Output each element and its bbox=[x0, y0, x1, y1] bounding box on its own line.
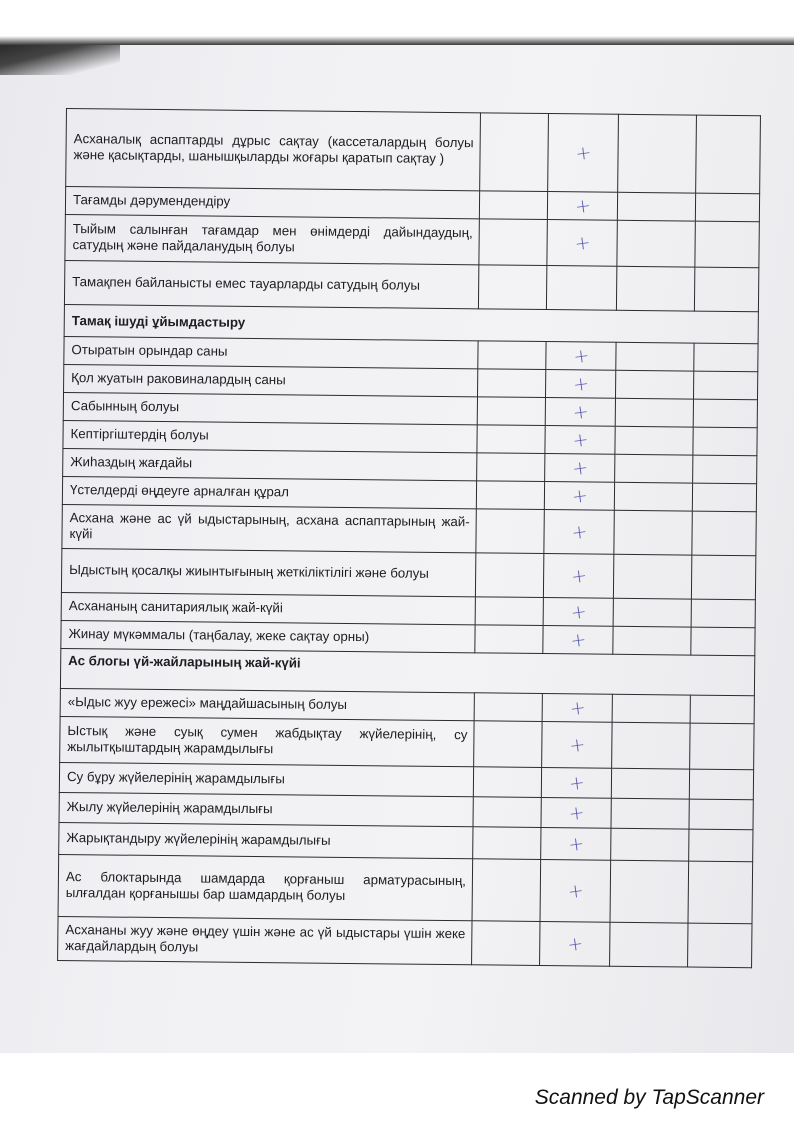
scanned-sheet bbox=[0, 45, 794, 1053]
row-cell-empty bbox=[472, 921, 540, 966]
row-check-mark bbox=[541, 798, 611, 829]
table-row bbox=[58, 854, 753, 923]
row-cell-empty bbox=[691, 627, 755, 656]
row-criterion: Ас блоктарында шамдарда қорғаныш арматурасының, ылғалдан қорғанышы бар шамдардың болуы bbox=[58, 854, 473, 920]
row-cell-empty bbox=[611, 828, 689, 861]
row-criterion: Тамақпен байланысты емес тауарларды сатудың болуы bbox=[64, 260, 478, 308]
row-check-mark bbox=[545, 454, 615, 483]
check-mark-glyph: + bbox=[565, 931, 585, 956]
row-criterion: Тыйым салынған тағамдар мен өнімдерді дайындаудың, сатудың және пайдаланудың болуы bbox=[65, 214, 479, 264]
row-criterion: Асханалық аспаптарды дұрыс сақтау (кассеталардың болуы және қасықтарды, шанышқыларды жоғары қаратып сақтау ) bbox=[66, 109, 481, 191]
row-criterion: Ыдыстың қосалқы жиынтығының жеткіліктілігі және болуы bbox=[61, 548, 475, 596]
row-cell-empty bbox=[614, 510, 692, 555]
row-check-mark bbox=[540, 860, 611, 923]
row-check-mark bbox=[547, 192, 617, 221]
row-cell-empty bbox=[689, 829, 753, 862]
row-cell-empty bbox=[688, 923, 752, 968]
row-cell-empty bbox=[479, 219, 547, 266]
row-check-mark bbox=[546, 342, 616, 371]
row-cell-empty bbox=[695, 193, 759, 222]
row-cell-empty bbox=[618, 114, 697, 193]
row-cell-empty bbox=[476, 509, 544, 554]
row-cell-empty bbox=[473, 767, 541, 798]
row-criterion: «Ыдыс жуу ережесі» маңдайшасының болуы bbox=[60, 688, 474, 720]
check-mark-glyph: + bbox=[573, 193, 592, 218]
table-row bbox=[62, 504, 756, 555]
row-cell-empty bbox=[615, 426, 693, 455]
row-cell-empty bbox=[613, 626, 691, 655]
row-cell-empty bbox=[690, 723, 754, 770]
scanner-watermark: Scanned by TapScanner bbox=[534, 1086, 764, 1109]
row-cell-empty bbox=[473, 797, 541, 828]
row-cell-empty bbox=[474, 693, 542, 722]
row-cell-empty bbox=[612, 722, 690, 769]
row-cell-empty bbox=[474, 721, 542, 768]
row-cell-empty bbox=[616, 266, 694, 311]
check-mark-glyph: + bbox=[570, 455, 590, 480]
row-cell-empty bbox=[477, 453, 545, 482]
row-cell-empty bbox=[694, 267, 758, 312]
table-row bbox=[60, 716, 754, 769]
check-mark-glyph: + bbox=[567, 695, 587, 720]
check-mark-glyph: + bbox=[569, 519, 589, 544]
row-cell-empty bbox=[613, 598, 691, 627]
row-cell-empty bbox=[691, 555, 755, 600]
table-row bbox=[65, 214, 759, 267]
row-cell-empty bbox=[693, 371, 757, 400]
check-mark-glyph: + bbox=[567, 732, 587, 757]
row-check-mark bbox=[544, 510, 614, 555]
row-cell-empty bbox=[688, 861, 753, 924]
row-cell-empty bbox=[615, 454, 693, 483]
row-cell-empty bbox=[475, 597, 543, 626]
row-criterion: Жарықтандыру жүйелерінің жарамдылығы bbox=[59, 822, 473, 858]
row-cell-empty bbox=[477, 369, 545, 398]
row-criterion: Отыратын орындар саны bbox=[64, 336, 478, 368]
check-mark-glyph: + bbox=[570, 483, 589, 508]
row-criterion: Кептіргіштердің болуы bbox=[63, 420, 477, 452]
row-cell-empty bbox=[611, 798, 689, 829]
row-cell-empty bbox=[613, 554, 691, 599]
table-row bbox=[64, 260, 758, 311]
row-check-mark bbox=[540, 922, 610, 967]
row-cell-empty bbox=[475, 625, 543, 654]
row-criterion: Үстелдерді өңдеуге арналған құрал bbox=[62, 476, 476, 508]
check-mark-glyph: + bbox=[568, 627, 588, 652]
row-cell-empty bbox=[477, 425, 545, 454]
table-row bbox=[58, 916, 752, 967]
row-criterion: Су бұру жүйелерінің жарамдылығы bbox=[59, 762, 473, 796]
row-cell-empty bbox=[692, 511, 756, 556]
row-criterion: Ыстық және суық сумен жабдықтау жүйелерінің, су жылытқыштардың жарамдылығы bbox=[60, 716, 474, 766]
row-check-mark bbox=[545, 398, 615, 427]
check-mark-glyph: + bbox=[572, 230, 592, 255]
row-criterion: Жиһаздың жағдайы bbox=[63, 448, 477, 480]
check-mark-glyph: + bbox=[569, 563, 588, 588]
row-cell-empty bbox=[610, 922, 688, 967]
scan-top-margin bbox=[0, 0, 794, 45]
row-cell-empty bbox=[610, 860, 689, 923]
check-mark-glyph: + bbox=[566, 800, 586, 825]
row-cell-empty bbox=[691, 599, 755, 628]
row-cell-empty bbox=[472, 859, 541, 922]
row-cell-empty bbox=[690, 695, 754, 724]
row-criterion: Асхананың санитариялық жай-күйі bbox=[61, 592, 475, 624]
row-cell-empty bbox=[694, 343, 758, 372]
check-mark-glyph: + bbox=[571, 399, 590, 424]
row-check-mark bbox=[542, 722, 612, 769]
row-check-mark bbox=[548, 114, 619, 193]
row-cell-empty bbox=[693, 399, 757, 428]
row-cell-empty bbox=[616, 342, 694, 371]
row-cell-empty bbox=[615, 370, 693, 399]
row-cell-empty bbox=[696, 115, 761, 194]
check-mark-glyph: + bbox=[571, 343, 591, 368]
check-mark-glyph: + bbox=[567, 770, 586, 795]
row-check-mark bbox=[543, 554, 613, 599]
row-check-mark bbox=[547, 220, 617, 267]
check-mark-glyph: + bbox=[568, 599, 588, 624]
row-cell-empty bbox=[479, 191, 547, 220]
row-cell-empty bbox=[475, 553, 543, 598]
row-criterion: Тағамды дәрумендендіру bbox=[65, 187, 479, 219]
row-check-mark bbox=[545, 370, 615, 399]
row-cell-empty bbox=[617, 220, 695, 267]
checklist-table bbox=[57, 108, 761, 968]
table-row bbox=[66, 109, 761, 194]
row-check-mark bbox=[541, 768, 611, 799]
row-criterion: Қол жуатын раковиналардың саны bbox=[64, 364, 478, 396]
row-cell-empty bbox=[615, 398, 693, 427]
row-criterion: Асхананы жуу және өңдеу үшін және ас үй ыдыстары үшін жеке жағдайлардың болуы bbox=[58, 916, 472, 964]
row-cell-empty bbox=[689, 799, 753, 830]
table-row bbox=[61, 548, 755, 599]
scan-footer bbox=[0, 1053, 794, 1123]
row-criterion: Асхана және ас үй ыдыстарының, асхана аспаптарының жай-күйі bbox=[62, 504, 476, 552]
row-check-mark bbox=[545, 426, 615, 455]
row-cell-empty bbox=[692, 483, 756, 512]
checklist-rows bbox=[58, 109, 761, 968]
check-mark-glyph: + bbox=[573, 140, 593, 165]
check-mark-glyph: + bbox=[566, 878, 585, 903]
row-cell-empty bbox=[478, 265, 546, 310]
row-cell-empty bbox=[693, 455, 757, 484]
row-criterion: Жылу жүйелерінің жарамдылығы bbox=[59, 792, 473, 826]
row-cell-empty bbox=[480, 113, 549, 192]
row-cell-empty bbox=[473, 827, 541, 860]
row-criterion: Сабынның болуы bbox=[63, 392, 477, 424]
row-criterion: Жинау мүкәммалы (таңбалау, жеке сақтау орны) bbox=[61, 620, 475, 652]
row-check-mark bbox=[544, 482, 614, 511]
row-cell-empty bbox=[611, 768, 689, 799]
row-check-mark bbox=[546, 266, 616, 311]
row-cell-empty bbox=[476, 481, 544, 510]
row-check-mark bbox=[543, 626, 613, 655]
row-cell-empty bbox=[695, 221, 759, 268]
checklist-table-wrapper bbox=[57, 108, 760, 977]
row-cell-empty bbox=[693, 427, 757, 456]
row-cell-empty bbox=[617, 192, 695, 221]
section-heading: Ас блогы үй-жайларының жай-күйі bbox=[60, 648, 754, 695]
section-heading: Тамақ ішуді ұйымдастыру bbox=[64, 304, 758, 343]
row-cell-empty bbox=[478, 341, 546, 370]
check-mark-glyph: + bbox=[566, 831, 586, 856]
row-cell-empty bbox=[612, 694, 690, 723]
row-check-mark bbox=[541, 828, 611, 861]
row-check-mark bbox=[543, 598, 613, 627]
row-cell-empty bbox=[477, 397, 545, 426]
row-cell-empty bbox=[614, 482, 692, 511]
row-cell-empty bbox=[689, 769, 753, 800]
row-check-mark bbox=[542, 694, 612, 723]
check-mark-glyph: + bbox=[570, 427, 590, 452]
check-mark-glyph: + bbox=[571, 371, 590, 396]
